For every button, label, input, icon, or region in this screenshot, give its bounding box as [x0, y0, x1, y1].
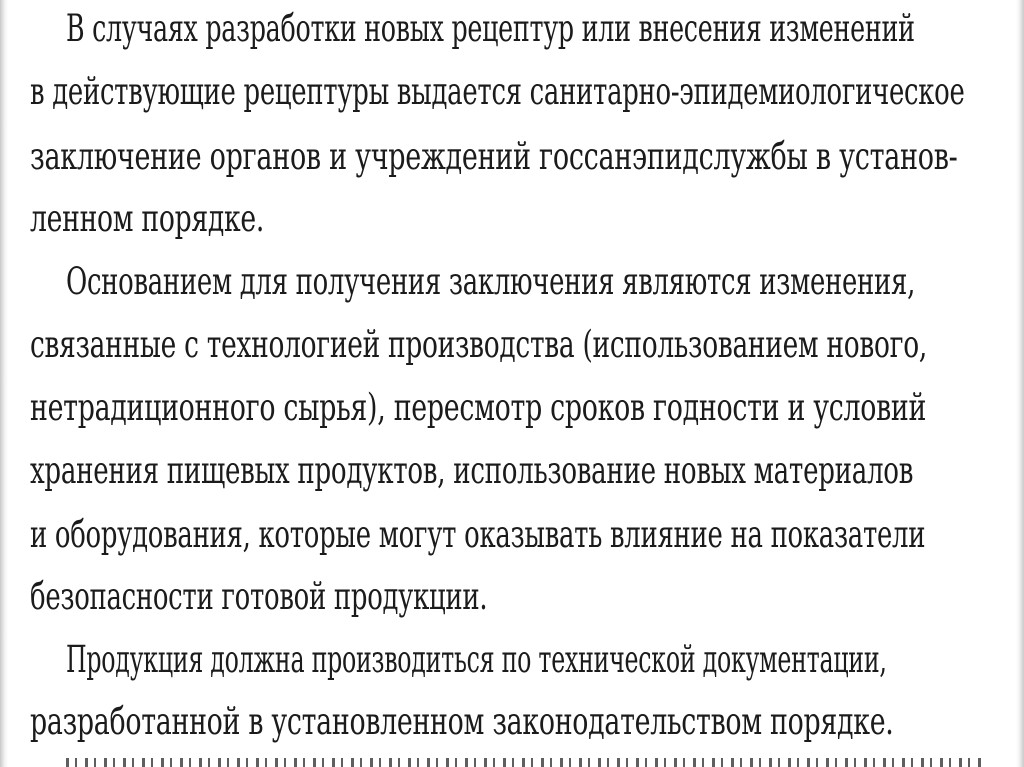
paragraph-3-line-2: разработанной в установленном законодательством порядке. [30, 700, 894, 743]
paragraph-2-line-1: Основанием для получения заключения являются изменения, [66, 260, 916, 303]
paragraph-1-line-1: В случаях разработки новых рецептур или внесения изменений [66, 7, 915, 50]
paragraph-2-line-6: безопасности готовой продукции. [30, 575, 488, 618]
paragraph-2-line-2: связанные с технологией производства (использованием нового, [30, 323, 927, 366]
paragraph-2-line-3: нетрадиционного сырья), пересмотр сроков годности и условий [30, 386, 927, 429]
paragraph-1-line-4: ленном порядке. [30, 197, 265, 240]
cut-off-next-line [66, 756, 986, 767]
cut-off-text-tops [66, 758, 986, 767]
paragraph-2-line-5: и оборудования, которые могут оказывать влияние на показатели [30, 513, 926, 556]
page-right-edge [1016, 0, 1024, 767]
page-left-edge [0, 0, 8, 767]
paragraph-3-line-1: Продукция должна производиться по технической документации, [66, 638, 887, 681]
paragraph-1-line-2: в действующие рецептуры выдается санитарно-эпидемиологическое [30, 70, 965, 113]
paragraph-2-line-4: хранения пищевых продуктов, использование новых материалов [30, 449, 914, 492]
paragraph-1-line-3: заключение органов и учреждений госсанэпидслужбы в установ- [30, 135, 958, 178]
